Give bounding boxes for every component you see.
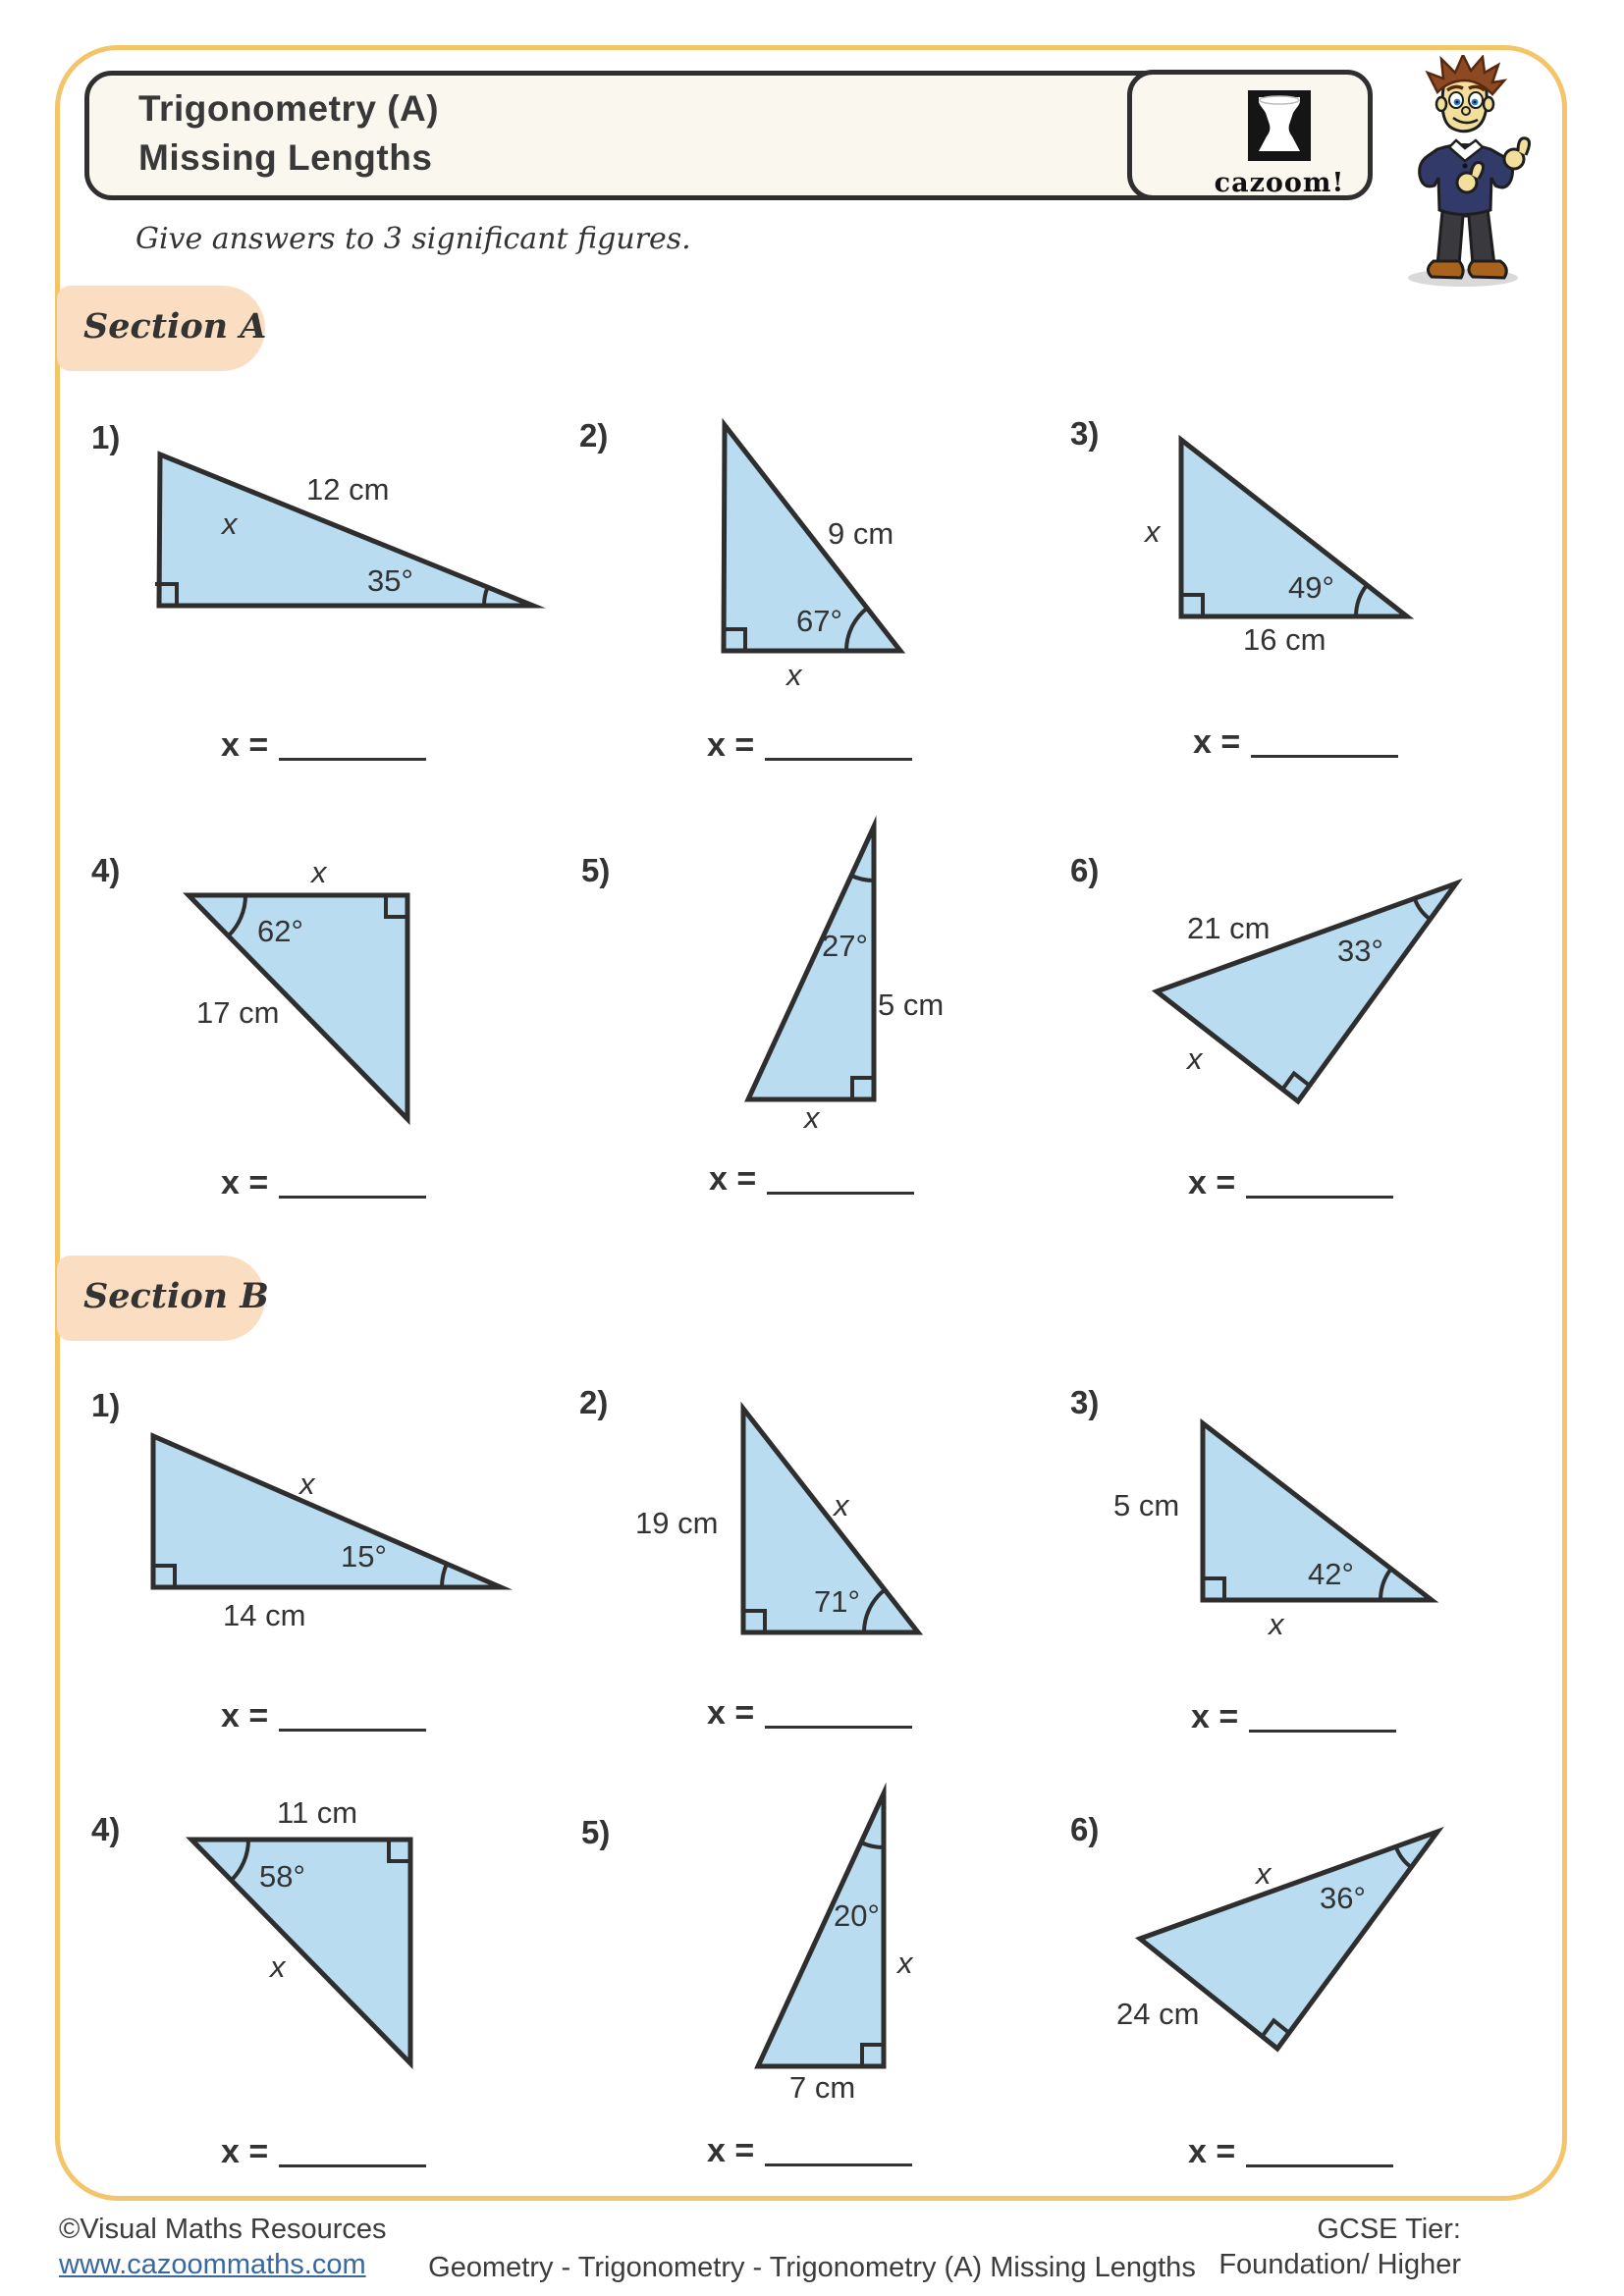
- answer-blank: [765, 1726, 912, 1729]
- footer-breadcrumb: Geometry - Trigonometry - Trigonometry (A) Missing Lengths: [428, 2252, 1196, 2283]
- answer-blank: [279, 1729, 426, 1732]
- answer-prefix: x =: [1188, 1164, 1236, 1201]
- page-title-line2: Missing Lengths: [138, 137, 433, 178]
- footer-tier-value: Foundation/ Higher: [1218, 2249, 1461, 2280]
- angle-label: 42°: [1308, 1557, 1354, 1591]
- triangle-shape: [153, 1436, 501, 1587]
- answer-blank: [279, 2164, 426, 2167]
- problem-number: 3): [1070, 1384, 1100, 1420]
- problem-number: 4): [91, 1811, 121, 1847]
- triangle-figure: [1144, 872, 1478, 1117]
- section-a-tag: [57, 286, 265, 371]
- angle-label: 35°: [367, 563, 413, 598]
- angle-label: 33°: [1337, 934, 1383, 968]
- unknown-side-label: x: [222, 507, 238, 541]
- mascot-illustration: [1394, 55, 1542, 291]
- drum-icon: [1248, 90, 1311, 161]
- angle-label: 58°: [259, 1859, 305, 1894]
- side-length-label: 14 cm: [223, 1598, 306, 1632]
- side-length-label: 17 cm: [196, 995, 280, 1030]
- problem-number: 4): [91, 852, 121, 888]
- answer-prefix: x =: [221, 2133, 269, 2170]
- triangle-figure: [751, 1787, 903, 2076]
- answer-blank: [1249, 1730, 1396, 1733]
- unknown-side-label: x: [311, 855, 327, 889]
- problem-number: 2): [579, 417, 609, 454]
- unknown-side-label: x: [804, 1100, 820, 1135]
- answer-prefix: x =: [221, 1164, 269, 1201]
- triangle-figure: [741, 820, 893, 1109]
- answer-prefix: x =: [707, 726, 755, 764]
- section-b-label: Section B: [83, 1276, 269, 1316]
- mascot-shoe-right: [1469, 261, 1506, 278]
- problem-number: 3): [1070, 415, 1100, 452]
- section-a-label: Section A: [83, 306, 267, 347]
- mascot-button: [1463, 164, 1468, 169]
- angle-label: 49°: [1288, 570, 1334, 605]
- triangle-figure: [145, 1428, 509, 1595]
- side-length-label: 19 cm: [635, 1506, 719, 1540]
- problem-number: 5): [581, 852, 611, 888]
- answer-blank: [279, 1196, 426, 1199]
- answer-prefix: x =: [221, 726, 269, 764]
- answer-blank: [279, 758, 426, 761]
- footer-copyright: ©Visual Maths Resources: [59, 2214, 387, 2245]
- side-length-label: 12 cm: [306, 472, 390, 507]
- problem-number: 5): [581, 1814, 611, 1850]
- unknown-side-label: x: [270, 1949, 286, 1984]
- problem-number: 2): [579, 1384, 609, 1420]
- unknown-side-label: x: [1256, 1856, 1272, 1891]
- side-length-label: 5 cm: [878, 988, 945, 1022]
- side-length-label: 7 cm: [789, 2070, 856, 2105]
- answer-prefix: x =: [1193, 723, 1241, 761]
- unknown-side-label: x: [1269, 1607, 1284, 1641]
- answer-prefix: x =: [707, 2132, 755, 2169]
- answer-blank: [1246, 1196, 1393, 1199]
- mascot-nose: [1462, 107, 1470, 115]
- mascot-ear-left: [1436, 97, 1446, 111]
- problem-number: 1): [91, 419, 121, 455]
- footer-website-link[interactable]: www.cazoommaths.com: [59, 2249, 366, 2280]
- answer-blank: [765, 2163, 912, 2166]
- angle-label: 62°: [257, 914, 303, 948]
- side-length-label: 5 cm: [1113, 1488, 1180, 1522]
- answer-prefix: x =: [709, 1160, 757, 1198]
- answer-blank: [1246, 2164, 1393, 2167]
- side-length-label: 9 cm: [828, 516, 894, 551]
- answer-blank: [765, 758, 912, 761]
- instruction-text: Give answers to 3 significant figures.: [135, 222, 691, 256]
- logo-box: [1127, 70, 1373, 200]
- answer-blank: [1251, 755, 1398, 758]
- answer-prefix: x =: [1191, 1698, 1239, 1735]
- footer-tier-label: GCSE Tier:: [1317, 2214, 1461, 2245]
- unknown-side-label: x: [897, 1946, 913, 1980]
- angle-label: 15°: [341, 1539, 387, 1574]
- section-b-tag: [57, 1255, 269, 1341]
- side-length-label: 24 cm: [1116, 1997, 1200, 2031]
- brand-name: cazoom!: [1214, 168, 1345, 198]
- side-length-label: 21 cm: [1187, 911, 1271, 945]
- cazoom-logo: [1186, 90, 1373, 198]
- problem-number: 1): [91, 1387, 121, 1423]
- answer-prefix: x =: [707, 1694, 755, 1732]
- angle-label: 67°: [796, 604, 842, 638]
- side-length-label: 16 cm: [1243, 622, 1326, 657]
- answer-blank: [767, 1192, 914, 1195]
- mascot-shoe-left: [1428, 261, 1463, 278]
- unknown-side-label: x: [1145, 514, 1161, 549]
- angle-label: 20°: [834, 1898, 880, 1933]
- angle-label: 71°: [814, 1584, 860, 1619]
- angle-label: 27°: [822, 929, 868, 963]
- problem-number: 6): [1070, 852, 1100, 888]
- problem-number: 6): [1070, 1811, 1100, 1847]
- side-length-label: 11 cm: [277, 1795, 358, 1830]
- page-title-line1: Trigonometry (A): [138, 88, 440, 129]
- answer-prefix: x =: [1188, 2133, 1236, 2170]
- unknown-side-label: x: [1187, 1041, 1203, 1076]
- unknown-side-label: x: [299, 1467, 315, 1501]
- unknown-side-label: x: [834, 1488, 849, 1522]
- answer-prefix: x =: [221, 1697, 269, 1735]
- angle-label: 36°: [1320, 1881, 1366, 1915]
- mascot-ear-right: [1484, 97, 1493, 111]
- unknown-side-label: x: [786, 658, 802, 692]
- drum-rim: [1260, 96, 1299, 104]
